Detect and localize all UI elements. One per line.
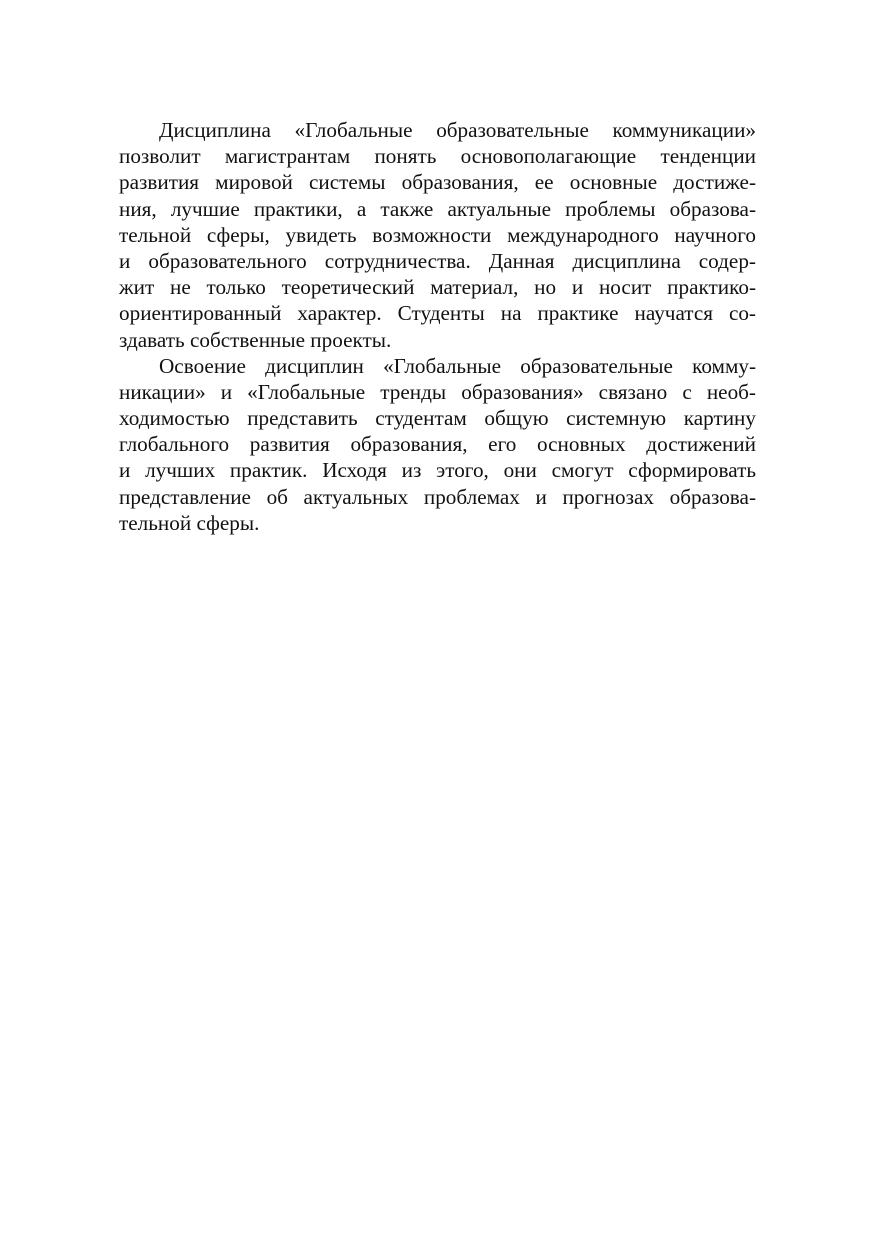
text-line: тельной сферы, увидеть возможности международного научного <box>119 222 756 247</box>
text-line: Дисциплина «Глобальные образовательные коммуникации» <box>159 118 756 142</box>
text-line: и лучших практик. Исходя из этого, они смогут сформировать <box>119 458 756 483</box>
text-line: глобального развития образования, его основных достижений <box>119 432 756 457</box>
text-line: и образовательного сотрудничества. Данная дисциплина содер- <box>119 248 756 273</box>
text-line: развития мировой системы образования, ее основные достиже- <box>119 170 756 195</box>
paragraph-1 <box>119 117 756 353</box>
text-line: здавать собственные проекты. <box>119 327 392 352</box>
text-line: ориентированный характер. Студенты на практике научатся со- <box>119 301 756 326</box>
text-line: представление об актуальных проблемах и прогнозах образова- <box>119 484 756 509</box>
text-line: никации» и «Глобальные тренды образования» связано с необ- <box>119 379 756 404</box>
text-line: жит не только теоретический материал, но и носит практико- <box>119 275 756 300</box>
text-line: ходимостью представить студентам общую системную картину <box>119 406 756 431</box>
body-text <box>119 117 756 536</box>
text-line: ния, лучшие практики, а также актуальные проблемы образова- <box>119 196 756 221</box>
text-line: тельной сферы. <box>119 510 260 535</box>
paragraph-2 <box>119 353 756 536</box>
text-line: Освоение дисциплин «Глобальные образовательные комму- <box>159 353 756 378</box>
text-line: позволит магистрантам понять основополагающие тенденции <box>119 144 756 169</box>
